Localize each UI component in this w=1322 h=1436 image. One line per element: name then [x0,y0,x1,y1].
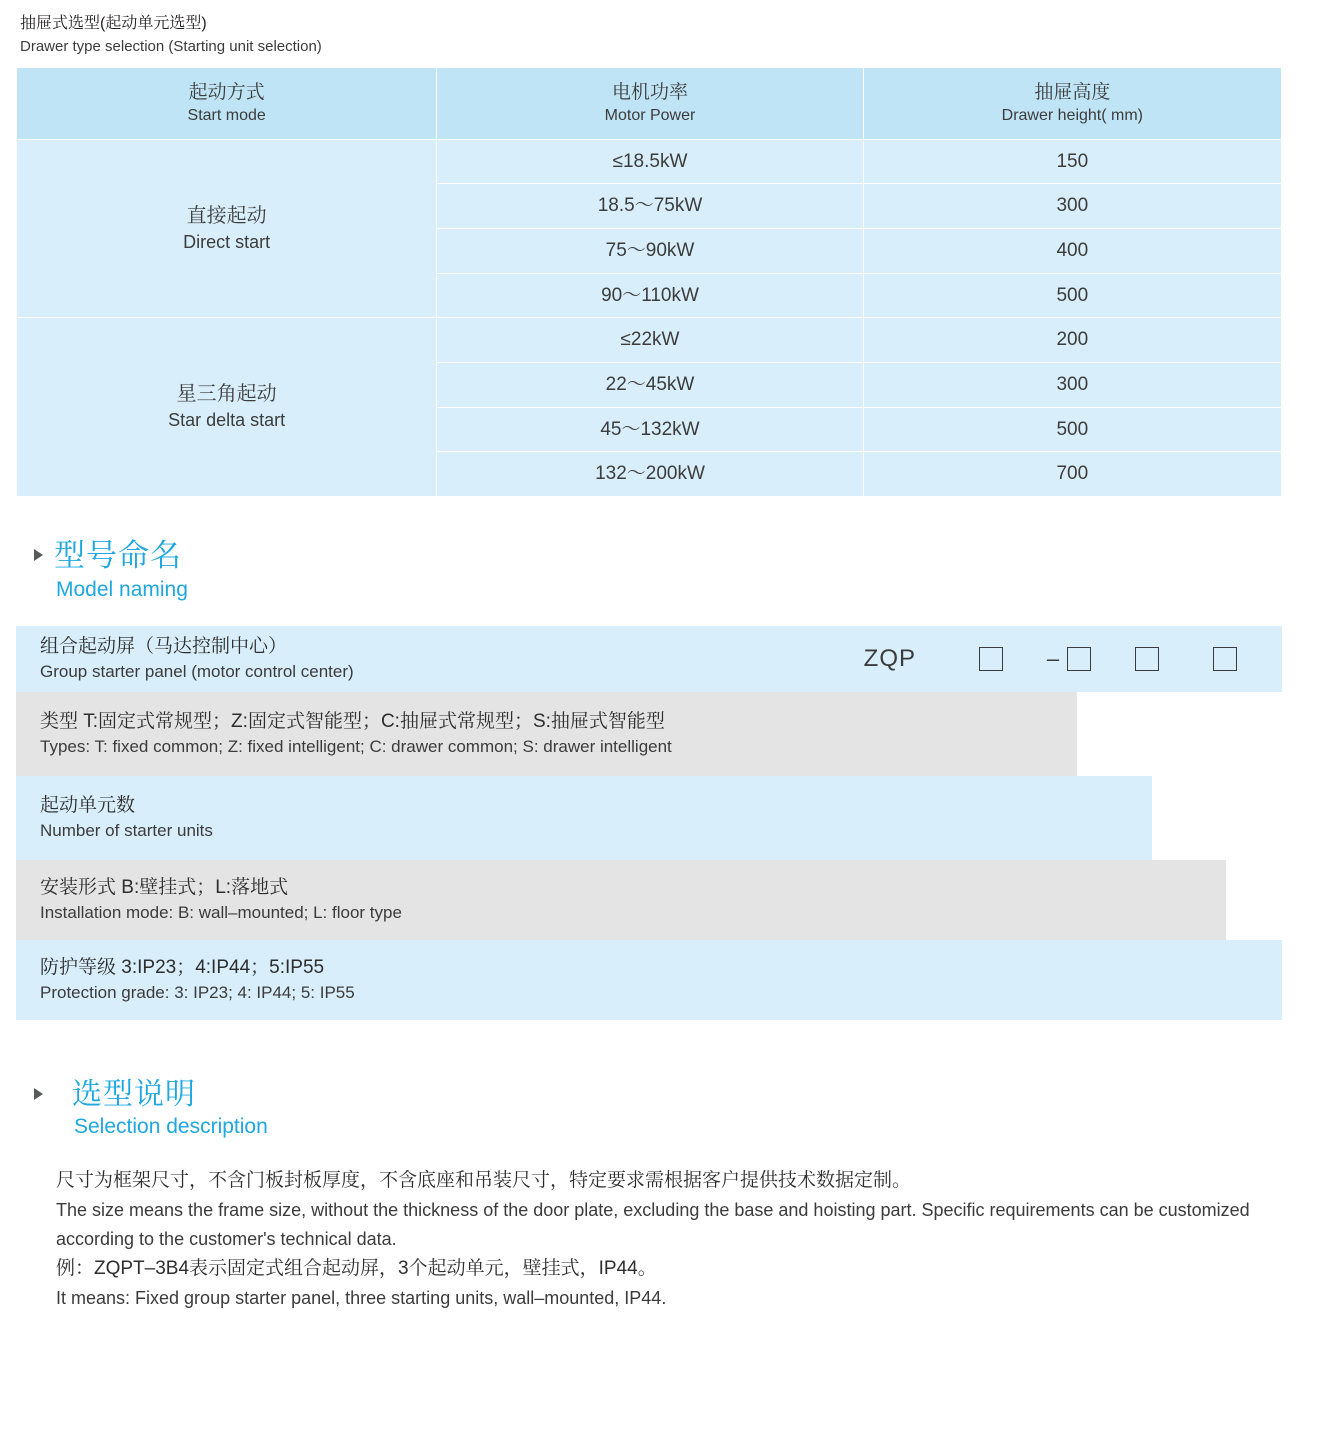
model-row-types [16,692,1077,776]
section-heading-selection-description-en: Selection description [74,1115,268,1139]
table-caption [16,0,1306,59]
model-row-starter-units [16,776,1152,860]
model-row-text [16,698,672,770]
cell-power: 132～200kW [437,452,863,497]
col-header-start-mode-cn: 起动方式 [188,81,265,103]
description-line: The size means the frame size, without the thickness of the door plate, excluding the base and hoisting part. Specific requirements can be customized according to the customer's technical data. [56,1200,1250,1249]
cell-height: 300 [863,184,1281,229]
model-code-prefix: ZQP [863,644,916,672]
col-header-start-mode [17,67,437,139]
col-header-drawer-height-en: Drawer height( mm) [1001,107,1143,125]
model-row-text [16,944,355,1016]
model-row-text [16,782,213,854]
col-header-drawer-height-cn: 抽屉高度 [1034,81,1111,103]
col-header-motor-power-cn: 电机功率 [611,81,688,103]
table-header-row [17,67,1282,139]
model-code-slot-units [1030,646,1108,672]
model-row-cn: 防护等级 3:IP23；4:IP44；5:IP55 [40,956,325,978]
triangle-bullet-icon [34,1088,43,1100]
checkbox-square-icon [1135,647,1159,671]
group-label-direct-start [17,139,437,318]
model-row-en: Group starter panel (motor control center) [40,662,354,682]
table-caption-en: Drawer type selection (Starting unit selection) [20,38,322,55]
table-row [17,139,1282,184]
group-label-star-delta-start-cn: 星三角起动 [176,383,277,406]
section-heading-model-naming-cn: 型号命名 [54,537,182,573]
model-code-slot-protection [1186,647,1264,671]
model-row-cn: 安装形式 B:壁挂式；L:落地式 [40,876,289,898]
model-row-en: Protection grade: 3: IP23; 4: IP44; 5: IP55 [40,983,355,1003]
table-row [17,318,1282,363]
model-code-slot-install [1108,647,1186,671]
col-header-motor-power-en: Motor Power [604,107,696,125]
group-label-star-delta-start [17,318,437,497]
section-heading-model-naming [16,537,1306,604]
group-label-direct-start-cn: 直接起动 [186,204,267,227]
checkbox-square-icon [1067,647,1091,671]
drawer-selection-table [16,67,1282,497]
model-code-area [864,626,1282,692]
section-heading-model-naming-en: Model naming [56,577,188,601]
model-code-dash: – [1046,645,1060,671]
model-row-protection-grade [16,940,1282,1020]
section-heading-selection-description [16,1076,1306,1142]
model-row-cn: 起动单元数 [40,794,136,816]
col-header-motor-power [437,67,863,139]
cell-power: 22～45kW [437,362,863,407]
table-body [17,139,1282,496]
group-label-star-delta-start-en: Star delta start [168,410,286,431]
model-code-slot-type [952,647,1030,671]
model-row-text [16,623,354,695]
cell-height: 500 [863,407,1281,452]
col-header-start-mode-en: Start mode [187,107,266,125]
model-row-en: Number of starter units [40,821,213,841]
model-row-en: Types: T: fixed common; Z: fixed intelligent; C: drawer common; S: drawer intelligent [40,737,672,757]
cell-height: 150 [863,139,1281,184]
cell-height: 400 [863,229,1281,274]
model-row-en: Installation mode: B: wall–mounted; L: floor type [40,903,402,923]
group-label-direct-start-en: Direct start [183,231,271,252]
cell-height: 500 [863,273,1281,318]
description-line: 例：ZQPT–3B4表示固定式组合起动屏，3个起动单元，壁挂式，IP44。 [56,1257,657,1279]
cell-power: 90～110kW [437,273,863,318]
model-row-group-starter-panel [16,626,1282,692]
cell-power: ≤22kW [437,318,863,363]
model-row-installation-mode [16,860,1226,940]
cell-power: ≤18.5kW [437,139,863,184]
cell-height: 700 [863,452,1281,497]
model-row-text [16,864,402,936]
cell-power: 18.5～75kW [437,184,863,229]
model-row-cn: 组合起动屏（马达控制中心） [40,635,288,657]
model-naming-block [16,626,1282,1020]
model-row-cn: 类型 T:固定式常规型；Z:固定式智能型；C:抽屉式常规型；S:抽屉式智能型 [40,710,665,732]
section-heading-selection-description-cn: 选型说明 [72,1077,196,1111]
table-caption-cn: 抽屉式选型(起动单元选型) [20,15,207,32]
checkbox-square-icon [1213,647,1237,671]
cell-height: 300 [863,362,1281,407]
selection-description-text [16,1166,1306,1313]
description-line: 尺寸为框架尺寸，不含门板封板厚度，不含底座和吊装尺寸，特定要求需根据客户提供技术数据定制。 [56,1169,912,1191]
cell-power: 45～132kW [437,407,863,452]
checkbox-square-icon [979,647,1003,671]
description-line: It means: Fixed group starter panel, three starting units, wall–mounted, IP44. [56,1288,667,1309]
cell-height: 200 [863,318,1281,363]
col-header-drawer-height [863,67,1281,139]
triangle-bullet-icon [34,549,43,561]
cell-power: 75～90kW [437,229,863,274]
